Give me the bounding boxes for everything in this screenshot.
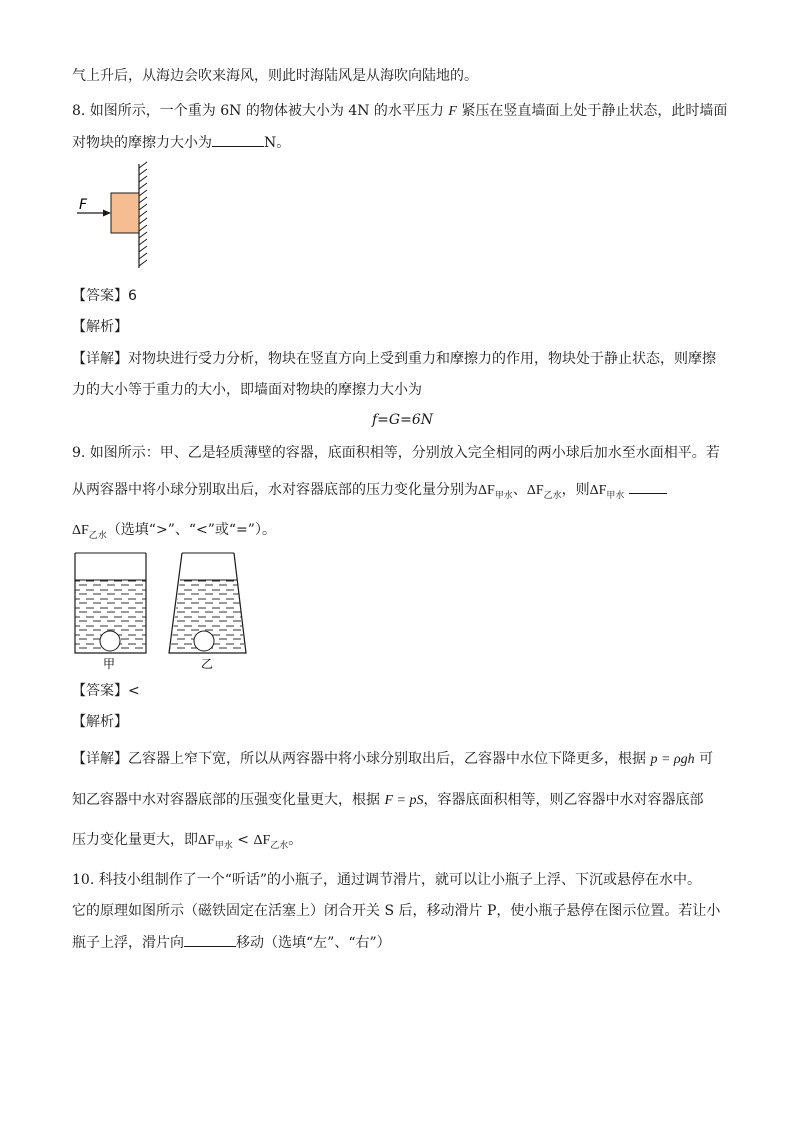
q9-stem-line1: 9. 如图所示：甲、乙是轻质薄壁的容器，底面积相等，分别放入完全相同的两小球后加水至水面相平。若 — [72, 445, 720, 461]
label-yi: 乙 — [201, 657, 214, 671]
arrow-head-icon — [103, 210, 111, 217]
q8-detail-line2: 力的大小等于重力的大小，即墙面对物块的摩擦力大小为 — [72, 382, 422, 398]
q8-analysis-label: 【解析】 — [72, 319, 128, 335]
container-yi — [168, 553, 248, 653]
q9-analysis-label: 【解析】 — [72, 714, 128, 730]
q10-stem-line2: 它的原理如图所示（磁铁固定在活塞上）闭合开关 S 后，移动滑片 P，使小瓶子悬停在图示位置。若让小 — [72, 903, 721, 919]
q8-answer: 【答案】6 — [72, 288, 137, 304]
ball — [100, 631, 120, 651]
q9-detail-line2: 知乙容器中水对容器底部的压强变化量更大，根据 F = pS，容器底面积相等，则乙容器中水对容器底部 — [72, 792, 704, 808]
block — [111, 193, 139, 233]
q9-stem-line3: $\Delta F_{乙水}$（选填“>”、“<”或“=”）。 — [72, 522, 276, 540]
q8-stem-line1: 8. 如图所示，一个重为 6N 的物体被大小为 4N 的水平压力 F 紧压在竖直墙面上处于静止状态，此时墙面 — [72, 103, 728, 119]
answer-blank[interactable] — [629, 479, 667, 494]
force-label: F — [79, 197, 88, 213]
q9-detail-line3: 压力变化量更大，即$\Delta F_{甲水} < \Delta F_{乙水}$。 — [72, 832, 303, 850]
q9-stem-line2: 从两容器中将小球分别取出后，水对容器底部的压力变化量分别为$\Delta F_{甲水}$、$\Delta F_{乙水}$，则$\Delta F_{甲水}$ — [72, 479, 667, 505]
answer-blank[interactable] — [212, 132, 264, 147]
q8-formula: f=G=6N — [372, 412, 433, 428]
q8-figure-block-wall — [74, 162, 164, 272]
container-jia — [75, 553, 146, 653]
ball — [194, 631, 214, 651]
q9-detail-line1: 【详解】乙容器上窄下宽，所以从两容器中将小球分别取出后，乙容器中水位下降更多，根据 p = ρgh 可 — [72, 751, 714, 767]
q8-stem-line2: 对物块的摩擦力大小为 N。 — [72, 132, 290, 153]
q10-stem-line3: 瓶子上浮，滑片向 移动（选填“左”、“右”） — [72, 932, 391, 953]
label-jia: 甲 — [103, 657, 116, 671]
carryover-text: 气上升后，从海边会吹来海风，则此时海陆风是从海吹向陆地的。 — [72, 68, 478, 84]
q8-detail-line1: 【详解】对物块进行受力分析，物块在竖直方向上受到重力和摩擦力的作用，物块处于静止状态，则摩擦 — [72, 351, 716, 367]
answer-blank[interactable] — [184, 932, 236, 947]
q9-figure-containers — [70, 550, 250, 675]
q9-answer: 【答案】< — [72, 683, 140, 699]
q10-stem-line1: 10. 科技小组制作了一个“听话”的小瓶子，通过调节滑片，就可以让小瓶子上浮、下沉或悬停在水中。 — [72, 872, 702, 888]
